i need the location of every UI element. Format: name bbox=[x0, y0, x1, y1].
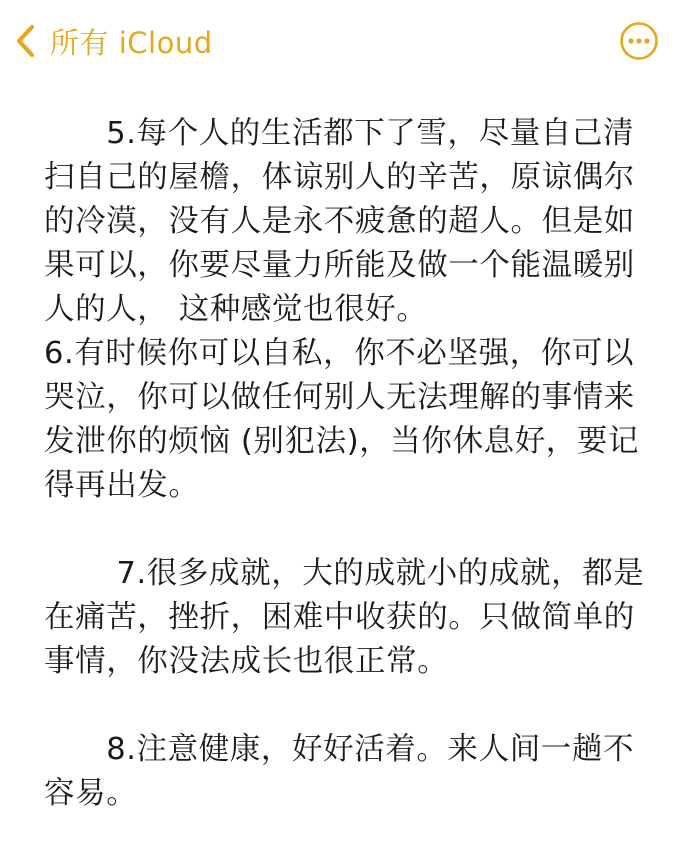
note-paragraph-5: 5.每个人的生活都下了雪，尽量自己清扫自己的屋檐，体谅别人的辛苦，原谅偶尔的冷漠，没有人是永不疲惫的超人。但是如果可以，你要尽量力所能及做一个能温暖别人的人， 这种感觉也很好。 bbox=[44, 116, 635, 327]
back-button-label: 所有 iCloud bbox=[50, 25, 213, 60]
navigation-bar bbox=[0, 0, 690, 84]
chevron-left-icon bbox=[12, 23, 42, 59]
back-button[interactable] bbox=[12, 20, 213, 62]
note-body[interactable] bbox=[44, 112, 654, 816]
ellipsis-circle-icon[interactable] bbox=[619, 21, 659, 61]
blank-line bbox=[44, 508, 654, 552]
blank-line bbox=[44, 684, 654, 728]
note-paragraph-6: 6.有时候你可以自私，你不必坚强，你可以哭泣，你可以做任何别人无法理解的事情来发泄你的烦恼 (别犯法)，当你休息好，要记得再出发。 bbox=[44, 336, 640, 503]
note-paragraph-7: 7.很多成就，大的成就小的成就，都是在痛苦，挫折，困难中收获的。只做简单的事情，你没法成长也很正常。 bbox=[44, 556, 645, 679]
note-paragraph-8: 8.注意健康，好好活着。来人间一趟不容易。 bbox=[44, 732, 635, 811]
